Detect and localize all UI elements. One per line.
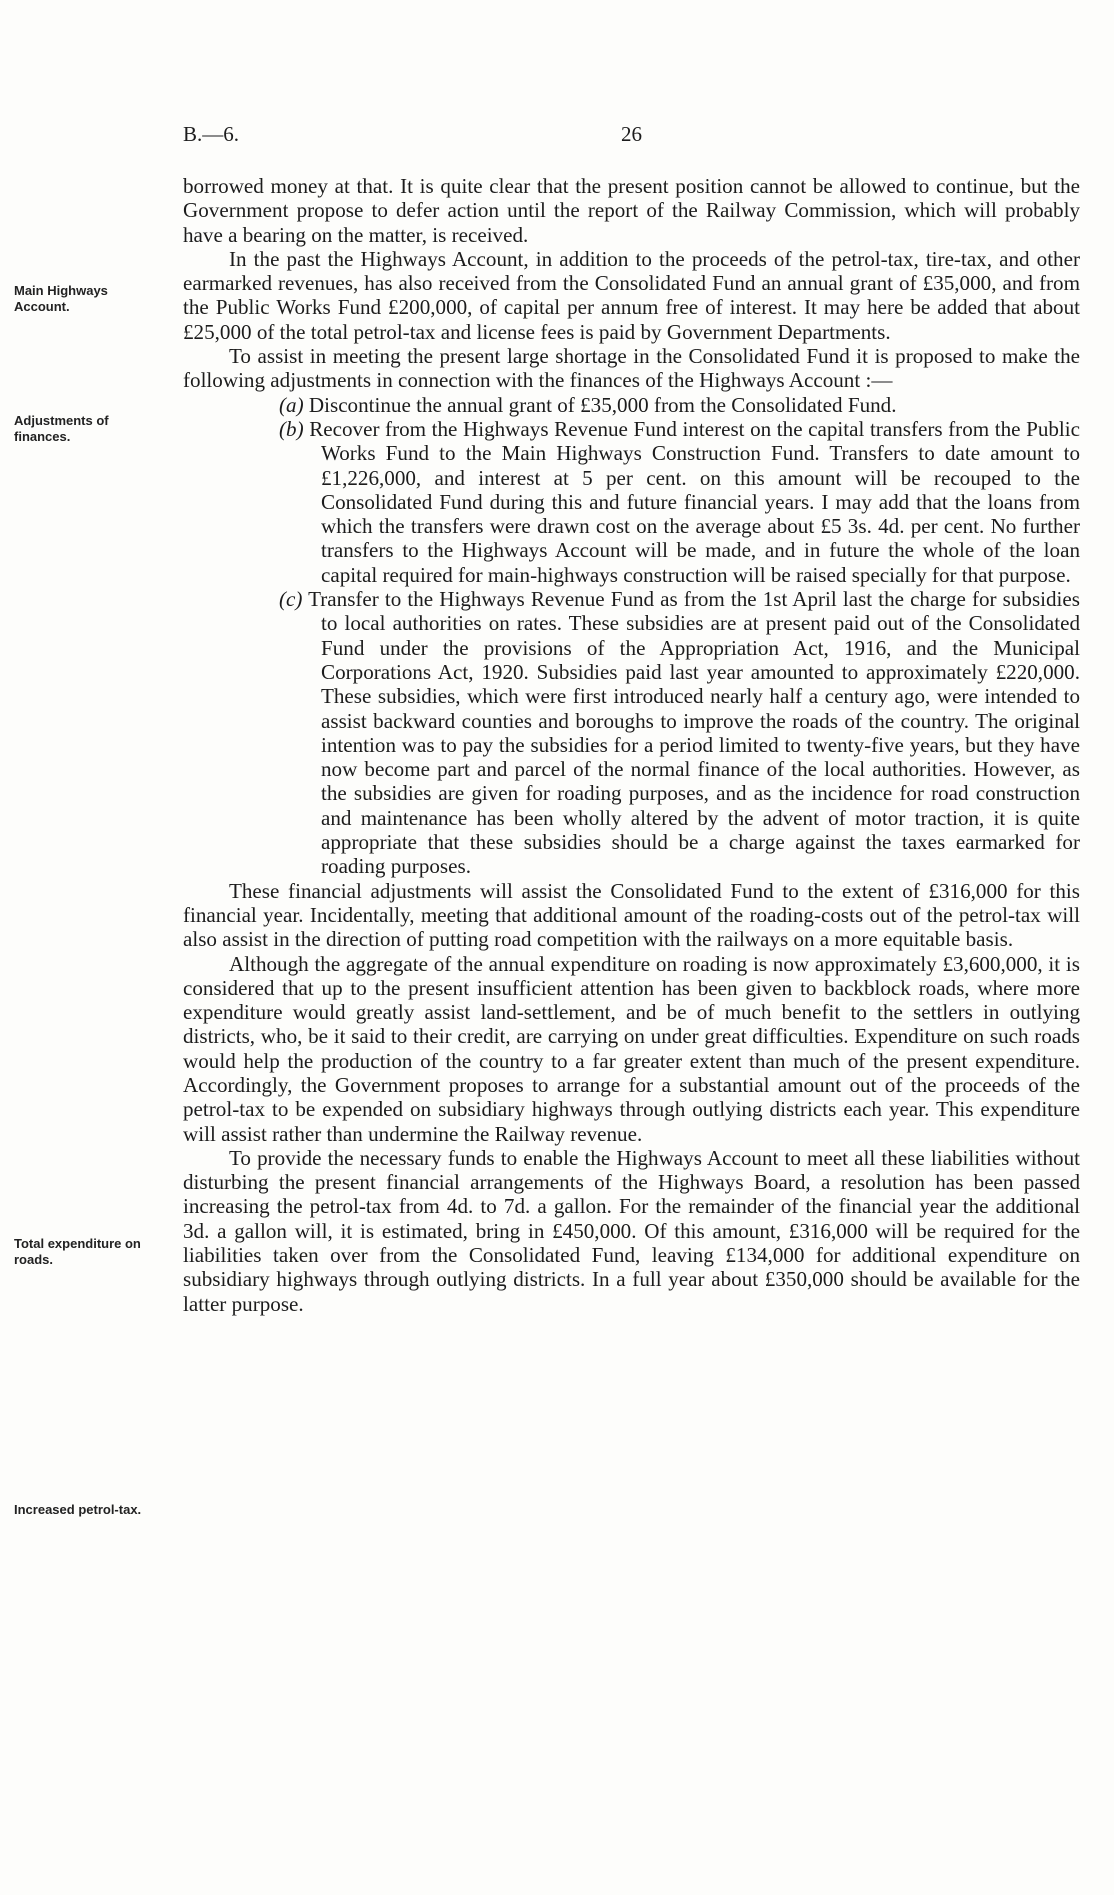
list-item-a: [183, 393, 1080, 417]
page-number: 26: [621, 122, 642, 146]
list-text-a: Discontinue the annual grant of £35,000 from the Consolidated Fund.: [308, 392, 897, 417]
margin-note-main-highways: Main Highways Account.: [14, 283, 108, 314]
paragraph-continuation: borrowed money at that. It is quite clear that the present position cannot be allowed to continue, but the Government propose to defer action until the report of the Railway Commission, which will probably have a bearing on the matter, is received.: [183, 174, 1080, 247]
margin-note-total-expenditure: Total expenditure on roads.: [14, 1236, 141, 1267]
page-header: [183, 122, 1080, 148]
margin-note-adjustments: Adjustments of finances.: [14, 413, 109, 444]
list-item-b: [183, 417, 1080, 587]
list-label-b: (b): [279, 416, 304, 441]
paragraph-main-highways: In the past the Highways Account, in addition to the proceeds of the petrol-tax, tire-tax, and other earmarked revenues, has also received from the Consolidated Fund an annual grant of £35,000, and from the Public Works Fund £200,000, of capital per annum free of interest. It may here be added that about £25,000 of the total petrol-tax and license fees is paid by Government Departments.: [183, 246, 1080, 344]
list-item-c: [183, 587, 1080, 879]
list-text-b: Recover from the Highways Revenue Fund interest on the capital transfers from the Public Works Fund to the Main Highways Construction Fund. Transfers to date amount to £1,226,000, and interest at 5 per cent. on this amount will be recouped to the Consolidated Fund during this and future financial years. I may add that the loans from which the transfers were drawn cost on the average about £5 3s. 4d. per cent. No further transfers to the Highways Account will be made, and in future the whole of the loan capital required for main-highways construction will be raised specially for that purpose.: [309, 416, 1081, 587]
margin-note-increased-petrol-tax: Increased petrol-tax.: [14, 1502, 142, 1517]
document-code: B.—6.: [183, 122, 240, 146]
list-text-c: Transfer to the Highways Revenue Fund as from the 1st April last the charge for subsidies to local authorities on rates. These subsidies are at present paid out of the Consolidated Fund under the provisions of the Appropriation Act, 1916, and the Municipal Corporations Act, 1920. Subsidies paid last year amounted to approximately £220,000. These subsidies, which were first introduced nearly half a century ago, were intended to assist backward counties and boroughs to improve the roads of the country. The original intention was to pay the subsidies for a period limited to twenty-five years, but they have now become part and parcel of the normal finance of the local authorities. However, as the subsidies are given for roading purposes, and as the incidence for road construction and maintenance has been wholly altered by the advent of motor traction, it is quite appropriate that these subsidies should be a charge against the taxes earmarked for roading purposes.: [308, 587, 1080, 879]
paragraph-financial-adjustments: These financial adjustments will assist the Consolidated Fund to the extent of £316,000 for this financial year. Incidentally, meeting that additional amount of the roading-costs out of the petrol-tax will also assist in the direction of putting road competition with the railways on a more equitable basis.: [183, 878, 1080, 952]
paragraph-adjustments: To assist in meeting the present large shortage in the Consolidated Fund it is proposed to make the following adjustments in connection with the finances of the Highways Account :—: [183, 344, 1080, 393]
paragraph-total-expenditure: Although the aggregate of the annual expenditure on roading is now approximately £3,600,000, it is considered that up to the present insufficient attention has been given to backblock roads, where more expenditure would greatly assist land-settlement, and be of much benefit to the settlers in outlying districts, who, be it said to their credit, are carrying on under great difficulties. Expenditure on such roads would help the production of the country to a far greater extent than much of the present expenditure. Accordingly, the Government proposes to arrange for a substantial amount out of the proceeds of the petrol-tax to be expended on subsidiary highways through outlying districts each year. This expenditure will assist rather than undermine the Railway revenue.: [183, 951, 1080, 1146]
list-label-a: (a): [279, 392, 304, 417]
list-label-c: (c): [279, 587, 303, 612]
body-text: [183, 174, 1080, 1316]
paragraph-increased-petrol-tax: To provide the necessary funds to enable the Highways Account to meet all these liabilities without disturbing the present financial arrangements of the Highways Board, a resolution has been passed increasing the petrol-tax from 4d. to 7d. a gallon. For the remainder of the financial year the additional 3d. a gallon will, it is estimated, bring in £450,000. Of this amount, £316,000 will be required for the liabilities taken over from the Consolidated Fund, leaving £134,000 for additional expenditure on subsidiary highways through outlying districts. In a full year about £350,000 should be available for the latter purpose.: [183, 1145, 1080, 1316]
